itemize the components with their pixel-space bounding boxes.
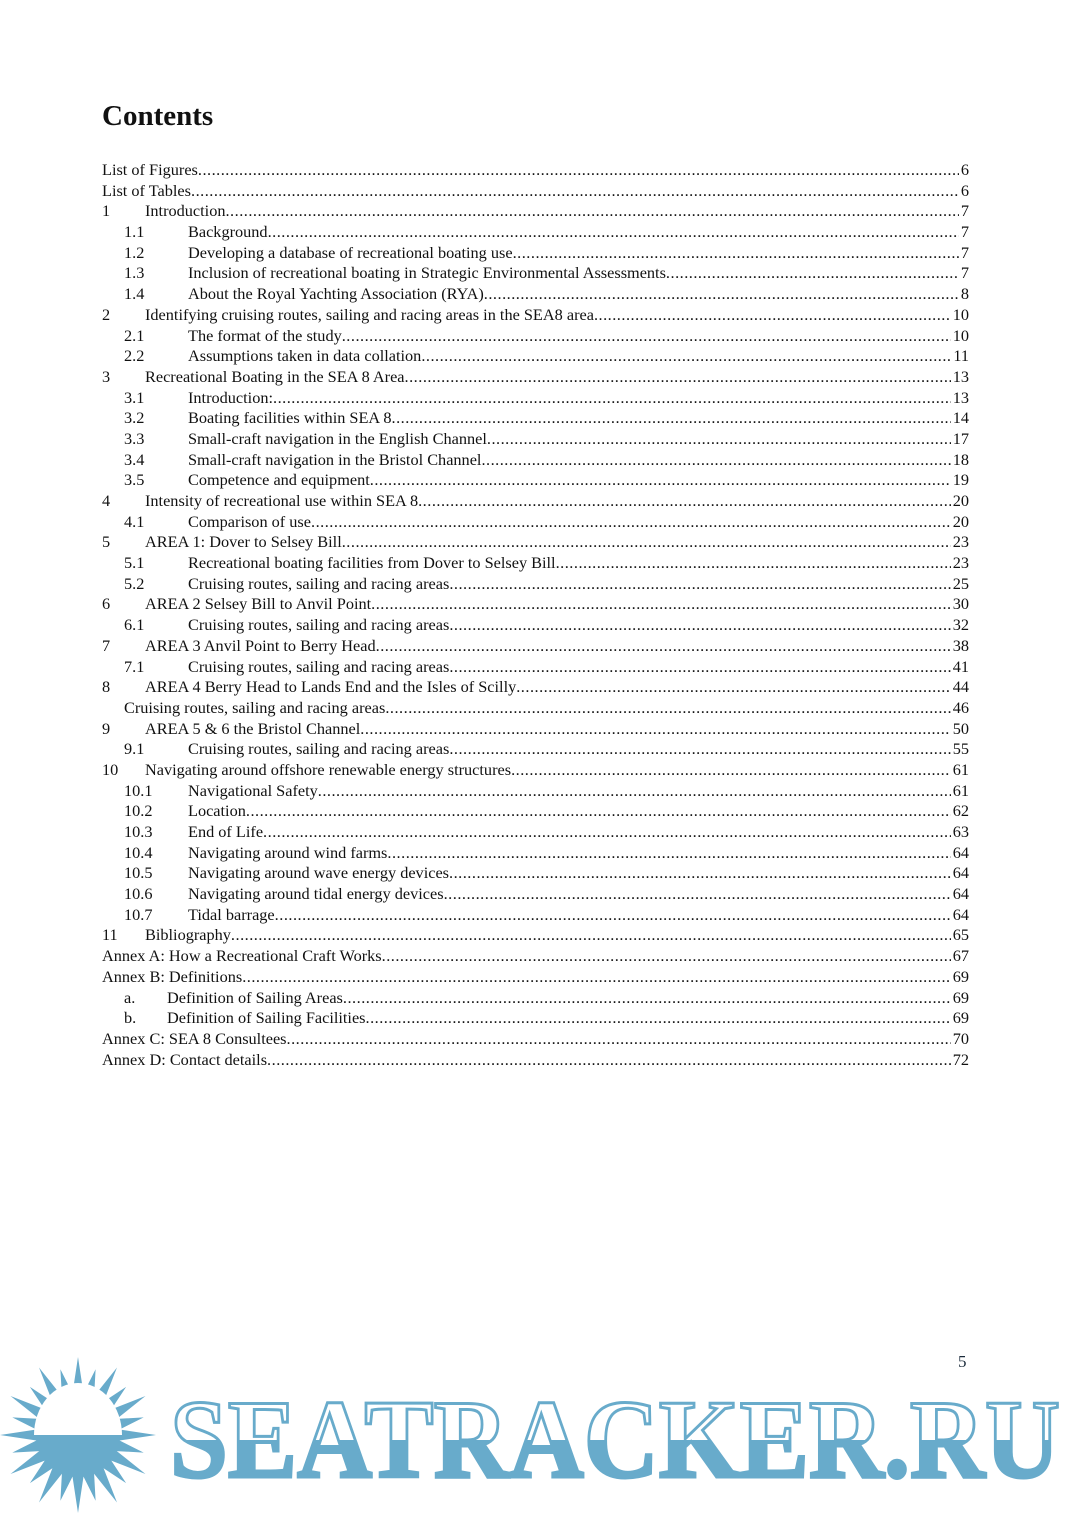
toc-entry[interactable] xyxy=(102,636,969,657)
toc-entry-title: Navigating around wind farms xyxy=(188,842,388,862)
toc-entry-number: 1.1 xyxy=(124,222,145,242)
toc-entry-title: Inclusion of recreational boating in Strategic Environmental Assessments xyxy=(188,263,666,283)
toc-entry-number: 10.7 xyxy=(124,904,153,924)
dot-leader xyxy=(342,326,951,347)
toc-entry-title: Developing a database of recreational boating use xyxy=(188,242,513,262)
toc-entry[interactable] xyxy=(102,326,969,347)
dot-leader xyxy=(392,408,951,429)
toc-entry-page: 30 xyxy=(952,594,969,614)
toc-entry-title: Cruising routes, sailing and racing areas xyxy=(188,656,450,676)
toc-entry-number: 3 xyxy=(102,366,111,386)
toc-entry-title: About the Royal Yachting Association (RYA) xyxy=(188,284,484,304)
toc-entry-page: 10 xyxy=(952,304,969,324)
dot-leader xyxy=(275,905,951,926)
toc-entry-title: AREA 3 Anvil Point to Berry Head xyxy=(145,635,376,655)
toc-entry-title: List of Figures xyxy=(102,160,198,179)
toc-entry-page: 6 xyxy=(960,160,969,179)
dot-leader xyxy=(556,553,951,574)
toc-entry-number: 10 xyxy=(102,759,119,779)
toc-entry-title: AREA 4 Berry Head to Lands End and the Isles of Scilly xyxy=(145,677,517,697)
toc-entry[interactable] xyxy=(102,884,969,905)
dot-leader xyxy=(198,160,959,181)
dot-leader xyxy=(263,822,951,843)
toc-entry[interactable] xyxy=(102,1050,969,1071)
toc-entry-page: 38 xyxy=(952,635,969,655)
toc-entry-title: Navigational Safety xyxy=(188,780,318,800)
toc-entry-page: 6 xyxy=(960,180,969,200)
dot-leader xyxy=(418,491,951,512)
page-number: 5 xyxy=(958,1352,967,1371)
toc-entry-title: Navigating around offshore renewable energy structures xyxy=(145,759,512,779)
dot-leader xyxy=(287,1029,951,1050)
toc-entry-title: Background xyxy=(188,222,268,242)
toc-entry-page: 64 xyxy=(952,904,969,924)
toc-entry[interactable] xyxy=(102,843,969,864)
toc-entry[interactable] xyxy=(102,532,969,553)
dot-leader xyxy=(405,367,951,388)
toc-entry-page: 70 xyxy=(952,1028,969,1048)
toc-entry-number: 5.2 xyxy=(124,573,145,593)
toc-entry-number: 1.2 xyxy=(124,242,145,262)
toc-entry-title: Recreational boating facilities from Dover to Selsey Bill xyxy=(188,553,556,573)
toc-entry-page: 69 xyxy=(952,966,969,986)
toc-entry-page: 44 xyxy=(952,677,969,697)
toc-entry-number: 2.2 xyxy=(124,346,145,366)
dot-leader xyxy=(511,760,951,781)
toc-entry-title: Competence and equipment xyxy=(188,470,370,490)
toc-entry-number: 3.1 xyxy=(124,387,145,407)
toc-entry-title: AREA 5 & 6 the Bristol Channel xyxy=(145,718,361,738)
toc-entry-page: 18 xyxy=(952,449,969,469)
toc-entry[interactable] xyxy=(102,429,969,450)
dot-leader xyxy=(376,636,951,657)
dot-leader xyxy=(594,305,951,326)
toc-entry[interactable] xyxy=(102,408,969,429)
toc-entry[interactable] xyxy=(102,388,969,409)
toc-entry-page: 64 xyxy=(952,863,969,883)
dot-leader xyxy=(513,243,959,264)
dot-leader xyxy=(481,450,950,471)
toc-entry-page: 69 xyxy=(952,987,969,1007)
toc-entry-page: 50 xyxy=(952,718,969,738)
toc-entry-number: 7 xyxy=(102,635,111,655)
toc-entry-number: 4 xyxy=(102,491,111,510)
toc-entry-page: 32 xyxy=(952,615,969,635)
toc-entry[interactable] xyxy=(102,657,969,678)
dot-leader xyxy=(343,988,951,1009)
dot-leader xyxy=(366,1008,951,1029)
toc-entry-number: a. xyxy=(124,987,136,1007)
toc-entry[interactable] xyxy=(102,615,969,636)
toc-entry-title: Small-craft navigation in the English Channel xyxy=(188,428,487,448)
toc-entry-number: 1 xyxy=(102,201,111,221)
toc-entry[interactable] xyxy=(102,1029,969,1050)
toc-entry-number: 10.5 xyxy=(124,863,153,883)
dot-leader xyxy=(246,801,951,822)
toc-entry-page: 20 xyxy=(952,511,969,531)
dot-leader xyxy=(449,739,950,760)
toc-entry[interactable] xyxy=(102,512,969,533)
toc-entry-page: 23 xyxy=(952,553,969,573)
toc-entry-title: Cruising routes, sailing and racing areas xyxy=(124,697,386,717)
toc-entry-title: End of Life xyxy=(188,822,264,841)
toc-entry-title: Annex C: SEA 8 Consultees xyxy=(102,1028,287,1048)
toc-entry-title: Cruising routes, sailing and racing areas xyxy=(188,573,450,593)
toc-entry[interactable] xyxy=(102,1008,969,1029)
toc-entry-number: 1.3 xyxy=(124,263,145,283)
toc-entry-page: 17 xyxy=(952,428,969,448)
dot-leader xyxy=(516,677,950,698)
toc-entry-title: Introduction: xyxy=(188,387,274,407)
toc-entry-title: Small-craft navigation in the Bristol Channel xyxy=(188,449,482,469)
toc-entry[interactable] xyxy=(102,677,969,698)
toc-entry-number: 9 xyxy=(102,718,111,738)
dot-leader xyxy=(382,946,951,967)
toc-entry[interactable] xyxy=(102,181,969,202)
toc-entry-number: 4.1 xyxy=(124,511,145,531)
dot-leader xyxy=(449,863,951,884)
toc-entry-page: 23 xyxy=(952,532,969,552)
toc-entry-page: 55 xyxy=(952,739,969,759)
dot-leader xyxy=(666,263,959,284)
dot-leader xyxy=(318,781,951,802)
table-of-contents xyxy=(102,160,969,1070)
toc-entry-title: Definition of Sailing Facilities xyxy=(167,1008,366,1028)
toc-entry-number: 3.3 xyxy=(124,428,145,448)
toc-entry-page: 8 xyxy=(960,284,969,304)
toc-entry[interactable] xyxy=(102,574,969,595)
dot-leader xyxy=(267,1050,951,1071)
toc-entry[interactable] xyxy=(102,905,969,926)
dot-leader xyxy=(342,532,951,553)
toc-entry-page: 7 xyxy=(960,242,969,262)
toc-entry-page: 13 xyxy=(952,387,969,407)
toc-entry-page: 46 xyxy=(952,697,969,717)
toc-entry[interactable] xyxy=(102,719,969,740)
toc-entry-title: Cruising routes, sailing and racing areas xyxy=(188,739,450,759)
dot-leader xyxy=(449,574,950,595)
toc-entry-title: Annex D: Contact details xyxy=(102,1049,268,1069)
toc-entry-page: 7 xyxy=(960,201,969,221)
toc-entry[interactable] xyxy=(102,263,969,284)
dot-leader xyxy=(225,201,958,222)
toc-entry-number: 6 xyxy=(102,594,111,614)
dot-leader xyxy=(370,470,951,491)
toc-entry-number: 7.1 xyxy=(124,656,145,676)
toc-entry[interactable] xyxy=(102,222,969,243)
toc-entry-number: 10.3 xyxy=(124,822,153,841)
toc-entry-page: 63 xyxy=(952,822,969,841)
toc-entry-number: 10.1 xyxy=(124,780,153,800)
toc-entry[interactable] xyxy=(102,988,969,1009)
seatracker-watermark-logo xyxy=(0,1355,1080,1515)
dot-leader xyxy=(273,388,951,409)
toc-entry-title: Navigating around tidal energy devices xyxy=(188,884,444,904)
dot-leader xyxy=(385,698,950,719)
toc-entry[interactable] xyxy=(102,491,969,512)
toc-entry-page: 72 xyxy=(952,1049,969,1069)
toc-entry-title: List of Tables xyxy=(102,180,191,200)
dot-leader xyxy=(231,925,951,946)
dot-leader xyxy=(484,284,959,305)
toc-entry-page: 62 xyxy=(952,801,969,821)
toc-entry-title: Tidal barrage xyxy=(188,904,275,924)
toc-entry-number: 3.4 xyxy=(124,449,145,469)
toc-entry-title: Introduction xyxy=(145,201,226,221)
dot-leader xyxy=(242,967,951,988)
toc-entry-title: Assumptions taken in data collation xyxy=(188,346,422,366)
toc-entry-page: 64 xyxy=(952,842,969,862)
toc-entry-number: 5.1 xyxy=(124,553,145,573)
toc-entry-page: 20 xyxy=(952,491,969,510)
toc-entry-page: 7 xyxy=(960,222,969,242)
toc-entry-title: Intensity of recreational use within SEA 8 xyxy=(145,491,419,510)
toc-entry-number: 10.4 xyxy=(124,842,153,862)
toc-entry-title: Definition of Sailing Areas xyxy=(167,987,343,1007)
toc-entry-page: 41 xyxy=(952,656,969,676)
toc-entry-number: 5 xyxy=(102,532,111,552)
toc-entry-number: 3.5 xyxy=(124,470,145,490)
toc-entry[interactable] xyxy=(102,470,969,491)
toc-entry-title: AREA 2 Selsey Bill to Anvil Point xyxy=(145,594,372,614)
dot-leader xyxy=(268,222,959,243)
toc-entry-number: 2 xyxy=(102,304,111,324)
toc-entry[interactable] xyxy=(102,781,969,802)
toc-entry[interactable] xyxy=(102,863,969,884)
toc-entry[interactable] xyxy=(102,367,969,388)
dot-leader xyxy=(387,843,950,864)
toc-entry-page: 64 xyxy=(952,884,969,904)
toc-entry-number: 1.4 xyxy=(124,284,145,304)
toc-entry-title: Location xyxy=(188,801,246,821)
toc-entry-page: 61 xyxy=(952,759,969,779)
dot-leader xyxy=(449,657,950,678)
toc-entry-title: Cruising routes, sailing and racing areas xyxy=(188,615,450,635)
toc-entry-page: 10 xyxy=(952,325,969,345)
toc-entry-number: 6.1 xyxy=(124,615,145,635)
toc-entry[interactable] xyxy=(102,594,969,615)
toc-entry-number: 9.1 xyxy=(124,739,145,759)
toc-entry-title: Identifying cruising routes, sailing and racing areas in the SEA8 area xyxy=(145,304,594,324)
toc-entry[interactable] xyxy=(102,553,969,574)
dot-leader xyxy=(311,512,951,533)
toc-entry-number: 3.2 xyxy=(124,408,145,428)
watermark-text: SEATRACKER.RU xyxy=(170,1378,1060,1502)
dot-leader xyxy=(444,884,951,905)
toc-entry[interactable] xyxy=(102,739,969,760)
toc-entry[interactable] xyxy=(102,946,969,967)
toc-entry-page: 7 xyxy=(960,263,969,283)
toc-entry-page: 65 xyxy=(952,925,969,945)
toc-entry-page: 14 xyxy=(952,408,969,428)
toc-entry-page: 25 xyxy=(952,573,969,593)
page-title: Contents xyxy=(102,100,214,132)
toc-entry[interactable] xyxy=(102,450,969,471)
toc-entry-title: The format of the study xyxy=(188,325,342,345)
toc-entry[interactable] xyxy=(102,160,969,181)
toc-entry-page: 11 xyxy=(953,346,969,366)
dot-leader xyxy=(487,429,951,450)
toc-entry[interactable] xyxy=(102,822,969,843)
toc-entry[interactable] xyxy=(102,967,969,988)
toc-entry-title: Comparison of use xyxy=(188,511,311,531)
dot-leader xyxy=(371,594,951,615)
toc-entry-number: 10.2 xyxy=(124,801,153,821)
toc-entry-title: Bibliography xyxy=(145,925,231,945)
toc-entry[interactable] xyxy=(102,698,969,719)
toc-entry[interactable] xyxy=(102,305,969,326)
toc-entry-title: Annex B: Definitions xyxy=(102,966,243,986)
toc-entry-number: 8 xyxy=(102,677,111,697)
toc-entry-title: Boating facilities within SEA 8 xyxy=(188,408,392,428)
toc-entry-page: 67 xyxy=(952,946,969,966)
sun-icon xyxy=(0,1357,156,1513)
toc-entry-number: 2.1 xyxy=(124,325,145,345)
toc-entry-page: 19 xyxy=(952,470,969,490)
toc-entry-title: Recreational Boating in the SEA 8 Area xyxy=(145,366,405,386)
toc-entry-title: Navigating around wave energy devices xyxy=(188,863,450,883)
toc-entry-number: 10.6 xyxy=(124,884,153,904)
dot-leader xyxy=(421,346,951,367)
toc-entry[interactable] xyxy=(102,760,969,781)
toc-entry-number: 11 xyxy=(102,925,118,945)
dot-leader xyxy=(360,719,950,740)
toc-entry-page: 61 xyxy=(952,780,969,800)
toc-entry[interactable] xyxy=(102,925,969,946)
toc-entry[interactable] xyxy=(102,801,969,822)
toc-entry[interactable] xyxy=(102,284,969,305)
dot-leader xyxy=(191,181,959,202)
toc-entry-title: AREA 1: Dover to Selsey Bill xyxy=(145,532,342,552)
toc-entry-title: Annex A: How a Recreational Craft Works xyxy=(102,946,382,966)
toc-entry-page: 69 xyxy=(952,1008,969,1028)
toc-entry[interactable] xyxy=(102,346,969,367)
toc-entry-page: 13 xyxy=(952,366,969,386)
dot-leader xyxy=(449,615,950,636)
toc-entry[interactable] xyxy=(102,201,969,222)
toc-entry-number: b. xyxy=(124,1008,137,1028)
toc-entry[interactable] xyxy=(102,243,969,264)
